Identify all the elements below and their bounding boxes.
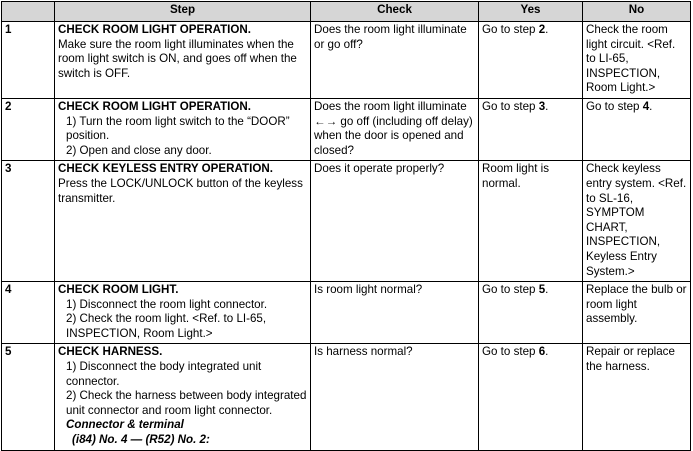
header-yes: Yes bbox=[479, 2, 583, 22]
step-substep: 1) Disconnect the room light connector. bbox=[66, 297, 268, 311]
connector-value: (i84) No. 4 — (R52) No. 2: bbox=[72, 433, 210, 447]
step-number: 2 bbox=[2, 98, 55, 160]
yes-step-link[interactable]: 6 bbox=[538, 345, 546, 359]
step-cell bbox=[55, 22, 311, 99]
table-row bbox=[2, 344, 691, 450]
yes-cell bbox=[479, 344, 583, 450]
no-text: Go to step bbox=[586, 99, 643, 113]
yes-text: Go to step bbox=[482, 283, 539, 297]
yes-step-link[interactable]: 3 bbox=[538, 99, 546, 113]
no-cell: Replace the bulb or room light assembly. bbox=[583, 282, 691, 344]
step-number: 3 bbox=[2, 161, 55, 282]
step-body: Press the LOCK/UNLOCK button of the keyless transmitter. bbox=[58, 176, 303, 205]
step-title: CHECK KEYLESS ENTRY OPERATION. bbox=[58, 162, 273, 176]
yes-suffix: . bbox=[545, 345, 549, 359]
header-blank bbox=[2, 2, 55, 22]
table-row bbox=[2, 98, 691, 160]
yes-cell bbox=[479, 98, 583, 160]
step-title: CHECK HARNESS. bbox=[58, 345, 163, 359]
step-substep: 1) Turn the room light switch to the “DOOR” position. bbox=[66, 114, 290, 143]
no-cell: Check the room light circuit. <Ref. to LI-65, INSPECTION, Room Light.> bbox=[583, 22, 691, 99]
header-row bbox=[2, 2, 691, 22]
header-no: No bbox=[583, 2, 691, 22]
yes-step-link[interactable]: 5 bbox=[538, 283, 546, 297]
no-cell: Repair or replace the harness. bbox=[583, 344, 691, 450]
step-body: Make sure the room light illuminates when the room light switch is ON, and goes off when the switch is OFF. bbox=[58, 37, 297, 80]
step-title: CHECK ROOM LIGHT OPERATION. bbox=[58, 23, 252, 36]
yes-cell: Room light is normal. bbox=[479, 161, 583, 282]
no-cell: Check keyless entry system. <Ref. to SL-16, SYMPTOM CHART, INSPECTION, Keyless Entry System.> bbox=[583, 161, 691, 282]
no-step-link[interactable]: 4 bbox=[642, 99, 650, 113]
step-title: CHECK ROOM LIGHT OPERATION. bbox=[58, 99, 252, 113]
step-number: 5 bbox=[2, 344, 55, 450]
step-cell bbox=[55, 344, 311, 450]
step-number: 1 bbox=[2, 22, 55, 99]
step-cell bbox=[55, 98, 311, 160]
no-cell bbox=[583, 98, 691, 160]
yes-suffix: . bbox=[545, 99, 549, 113]
yes-step-link[interactable]: 2 bbox=[538, 23, 546, 36]
step-title: CHECK ROOM LIGHT. bbox=[58, 283, 179, 297]
yes-cell bbox=[479, 282, 583, 344]
step-substep: 2) Check the harness between body integrated unit connector and room light connector. bbox=[66, 389, 307, 417]
yes-cell bbox=[479, 22, 583, 99]
step-substep: 1) Disconnect the body integrated unit connector. bbox=[66, 360, 262, 388]
check-cell: Does the room light illuminate or go off? bbox=[311, 22, 479, 99]
step-cell bbox=[55, 161, 311, 282]
table-row bbox=[2, 282, 691, 344]
diagnostic-table bbox=[1, 1, 691, 451]
yes-text: Go to step bbox=[482, 99, 539, 113]
step-cell bbox=[55, 282, 311, 344]
step-number: 4 bbox=[2, 282, 55, 344]
yes-text: Go to step bbox=[482, 345, 539, 359]
yes-suffix: . bbox=[545, 283, 549, 297]
no-suffix: . bbox=[649, 99, 653, 113]
yes-suffix: . bbox=[545, 23, 549, 36]
step-substep: 2) Open and close any door. bbox=[66, 143, 212, 157]
check-cell: Does it operate properly? bbox=[311, 161, 479, 282]
check-cell: Does the room light illuminate ←→ go off (including off delay) when the door is opened and closed? bbox=[311, 98, 479, 160]
header-step: Step bbox=[55, 2, 311, 22]
table-row bbox=[2, 22, 691, 99]
check-cell: Is harness normal? bbox=[311, 344, 479, 450]
step-substep: 2) Check the room light. <Ref. to LI-65, INSPECTION, Room Light.> bbox=[66, 312, 267, 340]
connector-label: Connector & terminal bbox=[66, 418, 184, 432]
yes-text: Go to step bbox=[482, 23, 539, 36]
header-check: Check bbox=[311, 2, 479, 22]
table-row bbox=[2, 161, 691, 282]
check-cell: Is room light normal? bbox=[311, 282, 479, 344]
